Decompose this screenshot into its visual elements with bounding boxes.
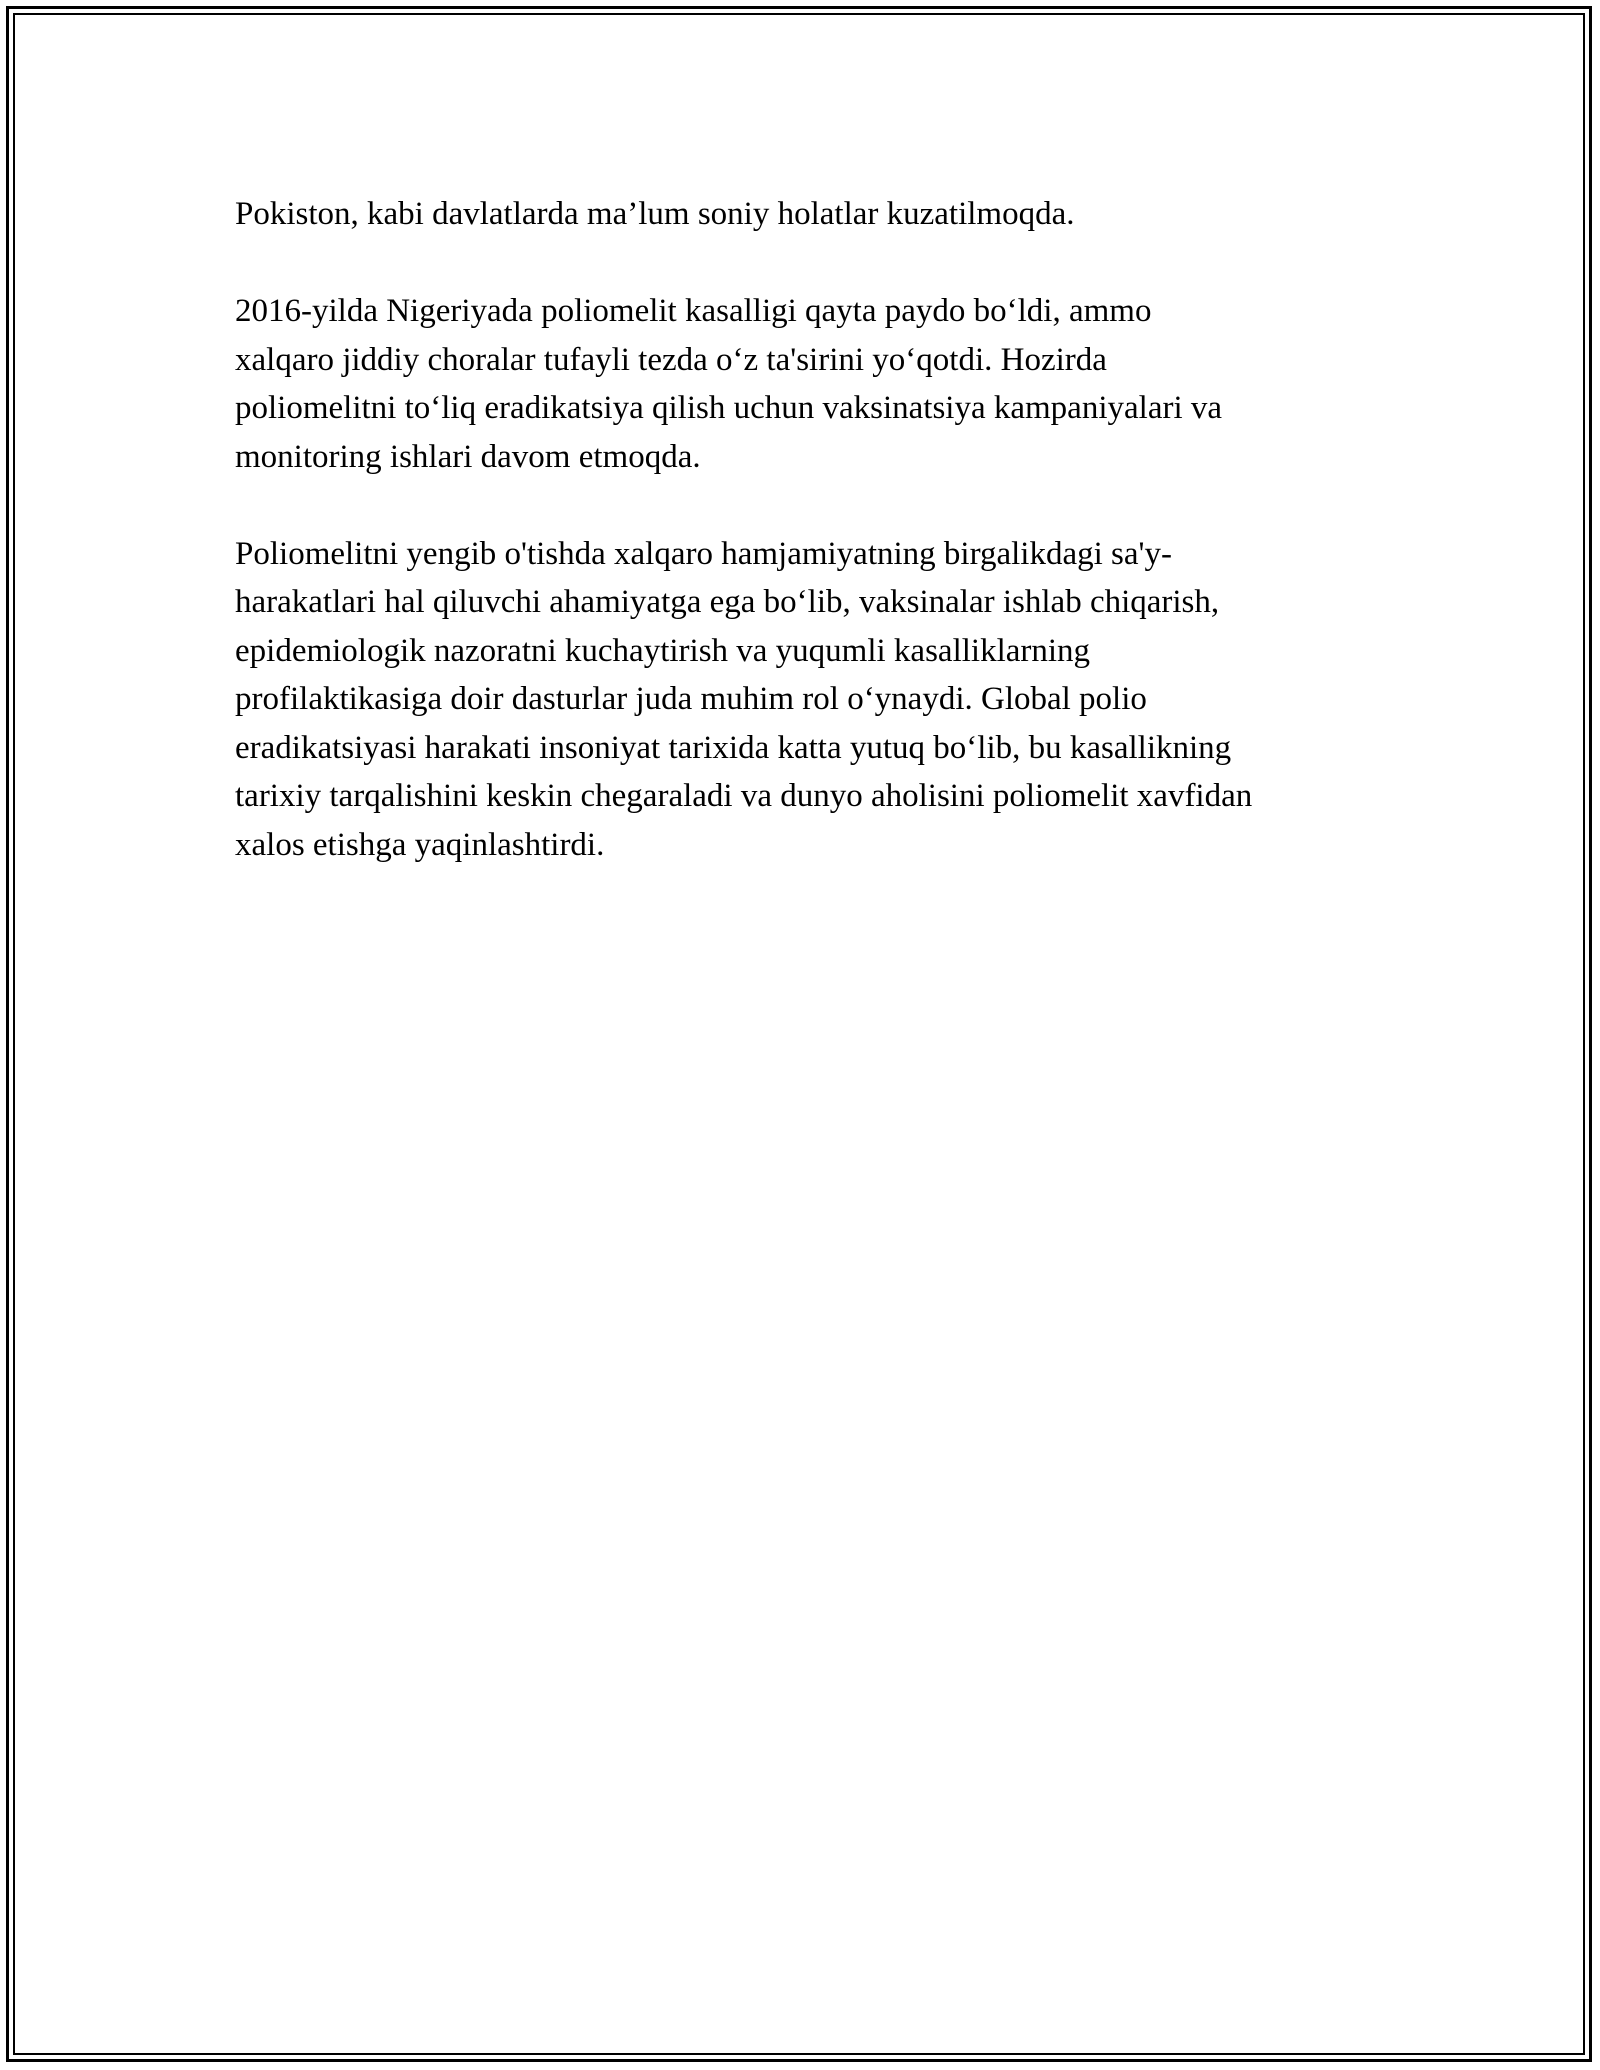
text-line: poliomelitni to‘liq eradikatsiya qilish uchun vaksinatsiya kampaniyalari va [235, 390, 1223, 426]
paragraph-2 [235, 287, 1385, 481]
text-line: harakatlari hal qiluvchi ahamiyatga ega bo‘lib, vaksinalar ishlab chiqarish, [235, 584, 1220, 620]
paragraph-1 [235, 190, 1385, 239]
document-body [235, 190, 1385, 918]
text-line: eradikatsiyasi harakati insoniyat tarixida katta yutuq bo‘lib, bu kasallikning [235, 729, 1232, 766]
text-line: monitoring ishlari davom etmoqda. [235, 438, 701, 475]
text-line: xalqaro jiddiy choralar tufayli tezda o‘z ta'sirini yo‘qotdi. Hozirda [235, 341, 1107, 378]
text-line: Poliomelitni yengib o'tishda xalqaro hamjamiyatning birgalikdagi sa'y- [235, 535, 1172, 572]
text-line: Pokiston, kabi davlatlarda ma’lum soniy holatlar kuzatilmoqda. [235, 196, 1075, 232]
text-line: xalos etishga yaqinlashtirdi. [235, 826, 605, 863]
text-line: 2016-yilda Nigeriyada poliomelit kasalligi qayta paydo bo‘ldi, ammo [235, 293, 1152, 329]
text-line: tarixiy tarqalishini keskin chegaraladi va dunyo aholisini poliomelit xavfidan [235, 778, 1253, 814]
text-line: profilaktikasiga doir dasturlar juda muhim rol o‘ynaydi. Global polio [235, 681, 1147, 717]
paragraph-3 [235, 530, 1385, 870]
text-line: epidemiologik nazoratni kuchaytirish va yuqumli kasalliklarning [235, 632, 1091, 669]
